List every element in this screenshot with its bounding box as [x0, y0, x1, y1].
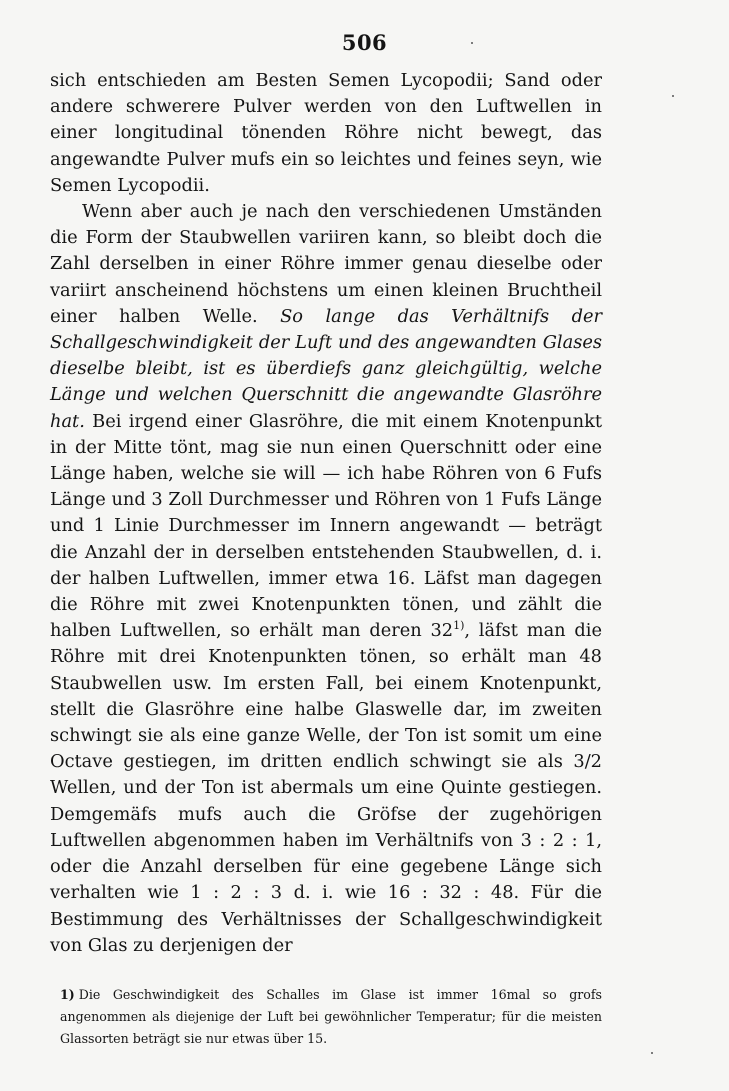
- paragraph-2-italic-emphasis: So lange das Verhältnifs der Schallgeschwindigkeit der Luft und des angewandten Glases dieselbe bleibt, ist es überdiefs ganz gleichgültig, welche Länge und welchen Querschnitt die angewandte Glasröhre hat.: [50, 305, 603, 432]
- scan-speck: [471, 42, 473, 44]
- footnote-marker: 1): [60, 987, 75, 1002]
- paragraph-1-text: sich entschieden am Besten Semen Lycopodii; Sand oder andere schwerere Pulver werden von den Luftwellen in einer longitudinal tönenden Röhre nicht bewegt, das angewandte Pulver mufs ein so leichtes und feines seyn, wie Semen Lycopodii.: [50, 70, 602, 196]
- paragraph-2: [50, 199, 602, 959]
- paragraph-2-text-b: Bei irgend einer Glasröhre, die mit einem Knotenpunkt in der Mitte tönt, mag sie nun einen Querschnitt oder eine Länge haben, welche sie will — ich habe Röhren von 6 Fufs Länge und 3 Zoll Durchmesser und Röhren von 1 Fufs Länge und 1 Linie Durchmesser im Innern angewandt — beträgt die Anzahl der in derselben entstehenden Staubwellen, d. i. der halben Luftwellen, immer etwa 16. Läfst man dagegen die Röhre mit zwei Knotenpunkten tönen, und zählt die halben Luftwellen, so erhält man deren 32: [50, 410, 602, 642]
- page-number: 506: [341, 30, 388, 55]
- footnote-reference: 1): [453, 619, 465, 633]
- paragraph-1: [50, 68, 602, 199]
- body-text: [50, 68, 602, 959]
- footnote-text: Die Geschwindigkeit des Schalles im Glase ist immer 16mal so grofs angenommen als diejenige der Luft bei gewöhnlicher Temperatur; für die meisten Glassorten beträgt sie nur etwas über 15.: [60, 987, 602, 1046]
- footnote: [60, 984, 602, 1050]
- scan-speck: [672, 95, 674, 97]
- scan-speck: [651, 1052, 653, 1054]
- paragraph-2-text-a: Wenn aber auch je nach den verschiedenen Umständen die Form der Staubwellen variiren kann, so bleibt doch die Zahl derselben in einer Röhre immer genau dieselbe oder variirt anscheinend höchstens um einen kleinen Bruchtheil einer halben Welle.: [50, 201, 602, 327]
- paragraph-2-text-c: , läfst man die Röhre mit drei Knotenpunkten tönen, so erhält man 48 Staubwellen usw. Im ersten Fall, bei einem Knotenpunkt, stellt die Glasröhre eine halbe Glaswelle dar, im zweiten schwingt sie als eine ganze Welle, der Ton ist somit um eine Octave gestiegen, im dritten endlich schwingt sie als 3/2 Wellen, und der Ton ist abermals um eine Quinte gestiegen. Demgemäfs mufs auch die Gröfse der zugehörigen Luftwellen abgenommen haben im Verhältnifs von 3 : 2 : 1, oder die Anzahl derselben für eine gegebene Länge sich verhalten wie 1 : 2 : 3 d. i. wie 16 : 32 : 48. Für die Bestimmung des Verhältnisses der Schallgeschwindigkeit von Glas zu derjenigen der: [50, 620, 602, 956]
